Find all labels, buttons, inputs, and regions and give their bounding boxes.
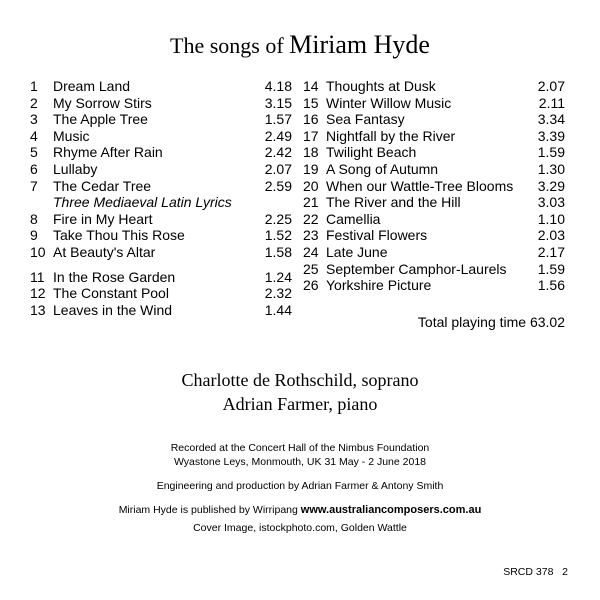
track-duration: 2.07	[264, 160, 292, 177]
song-cycle-heading: Three Mediaeval Latin Lyrics	[53, 194, 232, 211]
track-duration: 1.59	[537, 144, 565, 161]
track-row	[30, 161, 292, 178]
track-number: 26	[303, 277, 319, 294]
track-row	[303, 144, 565, 161]
track-title: Sea Fantasy	[326, 111, 405, 128]
track-title: Twilight Beach	[326, 144, 417, 161]
track-number: 1	[30, 78, 38, 94]
track-row	[303, 244, 565, 261]
track-row	[303, 277, 565, 294]
track-row	[303, 227, 565, 244]
track-row	[303, 128, 565, 145]
track-duration: 2.49	[264, 127, 292, 144]
track-title: Festival Flowers	[326, 227, 428, 244]
track-duration: 1.59	[537, 260, 565, 277]
track-number: 22	[303, 210, 319, 227]
track-number: 9	[30, 227, 38, 244]
album-title	[0, 30, 600, 60]
track-row	[303, 178, 565, 195]
track-title: Rhyme After Rain	[53, 144, 163, 161]
publisher-text: Miriam Hyde is published by Wirripang	[118, 504, 298, 516]
track-row	[30, 244, 292, 261]
track-title: September Camphor-Laurels	[326, 260, 507, 277]
catalog-number: SRCD 378 2	[503, 566, 568, 578]
track-duration: 2.17	[537, 243, 565, 260]
track-duration: 4.18	[264, 78, 292, 94]
track-duration: 3.34	[537, 111, 565, 128]
track-duration: 2.07	[537, 78, 565, 94]
title-prefix: The songs of	[170, 33, 284, 58]
track-title: Yorkshire Picture	[326, 277, 432, 294]
track-row	[30, 269, 292, 286]
track-title: Dream Land	[53, 78, 131, 94]
total-playing-time: Total playing time 63.02	[417, 314, 565, 330]
track-duration: 2.32	[264, 285, 292, 302]
track-row	[30, 302, 292, 319]
track-title: Thoughts at Dusk	[326, 78, 436, 94]
track-duration: 1.24	[264, 268, 292, 285]
performer-piano: Adrian Farmer, piano	[222, 394, 378, 414]
track-number: 20	[303, 177, 319, 194]
track-number: 21	[303, 194, 319, 211]
track-title: Winter Willow Music	[326, 94, 452, 111]
track-row	[30, 285, 292, 302]
track-number: 6	[30, 160, 38, 177]
track-duration: 2.25	[264, 210, 292, 227]
performer-soprano: Charlotte de Rothschild, soprano	[181, 370, 419, 390]
track-title: Take Thou This Rose	[53, 227, 185, 244]
track-list-right	[303, 78, 565, 294]
track-number: 11	[30, 268, 45, 285]
track-title: The Cedar Tree	[53, 177, 152, 194]
publisher-credit	[0, 503, 600, 517]
track-title: In the Rose Garden	[53, 268, 176, 285]
track-title: The Apple Tree	[53, 111, 148, 128]
track-row	[30, 78, 292, 95]
track-number: 4	[30, 127, 38, 144]
credits	[0, 441, 600, 535]
track-title: Late June	[326, 243, 388, 260]
track-title: Nightfall by the River	[326, 127, 456, 144]
track-number: 18	[303, 144, 319, 161]
track-title: When our Wattle-Tree Blooms	[326, 177, 514, 194]
track-duration: 2.03	[537, 227, 565, 244]
track-title: The Constant Pool	[53, 285, 169, 302]
engineering-credit: Engineering and production by Adrian Farmer & Antony Smith	[156, 480, 444, 492]
track-title: Camellia	[326, 210, 381, 227]
track-row	[303, 161, 565, 178]
track-duration: 1.57	[264, 111, 292, 128]
track-duration: 1.30	[537, 160, 565, 177]
track-duration: 1.56	[537, 277, 565, 294]
track-duration: 2.11	[538, 94, 565, 111]
track-title: A Song of Autumn	[326, 160, 439, 177]
track-duration: 2.42	[264, 144, 292, 161]
track-title: Lullaby	[53, 160, 98, 177]
track-number: 2	[30, 94, 38, 111]
track-number: 8	[30, 210, 38, 227]
track-row	[303, 95, 565, 112]
track-row	[30, 178, 292, 195]
track-duration: 3.39	[537, 127, 565, 144]
track-duration: 1.58	[264, 243, 292, 260]
track-row	[303, 78, 565, 95]
track-number: 13	[30, 301, 46, 318]
track-list-left	[30, 78, 292, 318]
track-number: 23	[303, 227, 319, 244]
track-title: My Sorrow Stirs	[53, 94, 152, 111]
track-number: 5	[30, 144, 38, 161]
track-number: 7	[30, 177, 38, 194]
track-duration: 1.44	[264, 301, 292, 318]
recording-location-date: Wyastone Leys, Monmouth, UK 31 May - 2 June 2018	[173, 456, 427, 468]
track-title: At Beauty's Altar	[53, 243, 156, 260]
cover-image-credit: Cover Image, istockphoto.com, Golden Wattle	[193, 522, 407, 534]
track-number: 14	[303, 78, 319, 94]
recording-venue: Recorded at the Concert Hall of the Nimbus Foundation	[170, 442, 430, 454]
track-number: 3	[30, 111, 38, 128]
track-row	[30, 111, 292, 128]
track-duration: 1.10	[537, 210, 565, 227]
publisher-url: www.australiancomposers.com.au	[300, 504, 482, 516]
track-row	[30, 227, 292, 244]
track-number: 12	[30, 285, 46, 302]
track-title: Music	[53, 127, 90, 144]
track-row	[30, 128, 292, 145]
track-number: 16	[303, 111, 319, 128]
composer-name: Miriam Hyde	[289, 30, 430, 59]
performers	[0, 368, 600, 416]
track-number: 17	[303, 127, 319, 144]
track-row	[303, 194, 565, 211]
track-duration: 1.52	[264, 227, 292, 244]
track-number: 24	[303, 243, 319, 260]
track-title: Fire in My Heart	[53, 210, 153, 227]
track-row	[303, 211, 565, 228]
track-row	[303, 111, 565, 128]
track-number: 15	[303, 94, 319, 111]
track-title: The River and the Hill	[326, 194, 461, 211]
track-number: 19	[303, 160, 319, 177]
track-row	[303, 261, 565, 278]
track-row	[30, 144, 292, 161]
track-row	[30, 95, 292, 112]
track-duration: 3.29	[537, 177, 565, 194]
track-duration: 2.59	[264, 177, 292, 194]
track-row	[30, 211, 292, 228]
track-duration: 3.03	[537, 194, 565, 211]
track-title: Leaves in the Wind	[53, 301, 173, 318]
track-duration: 3.15	[264, 94, 292, 111]
track-number: 10	[30, 243, 46, 260]
track-number: 25	[303, 260, 319, 277]
